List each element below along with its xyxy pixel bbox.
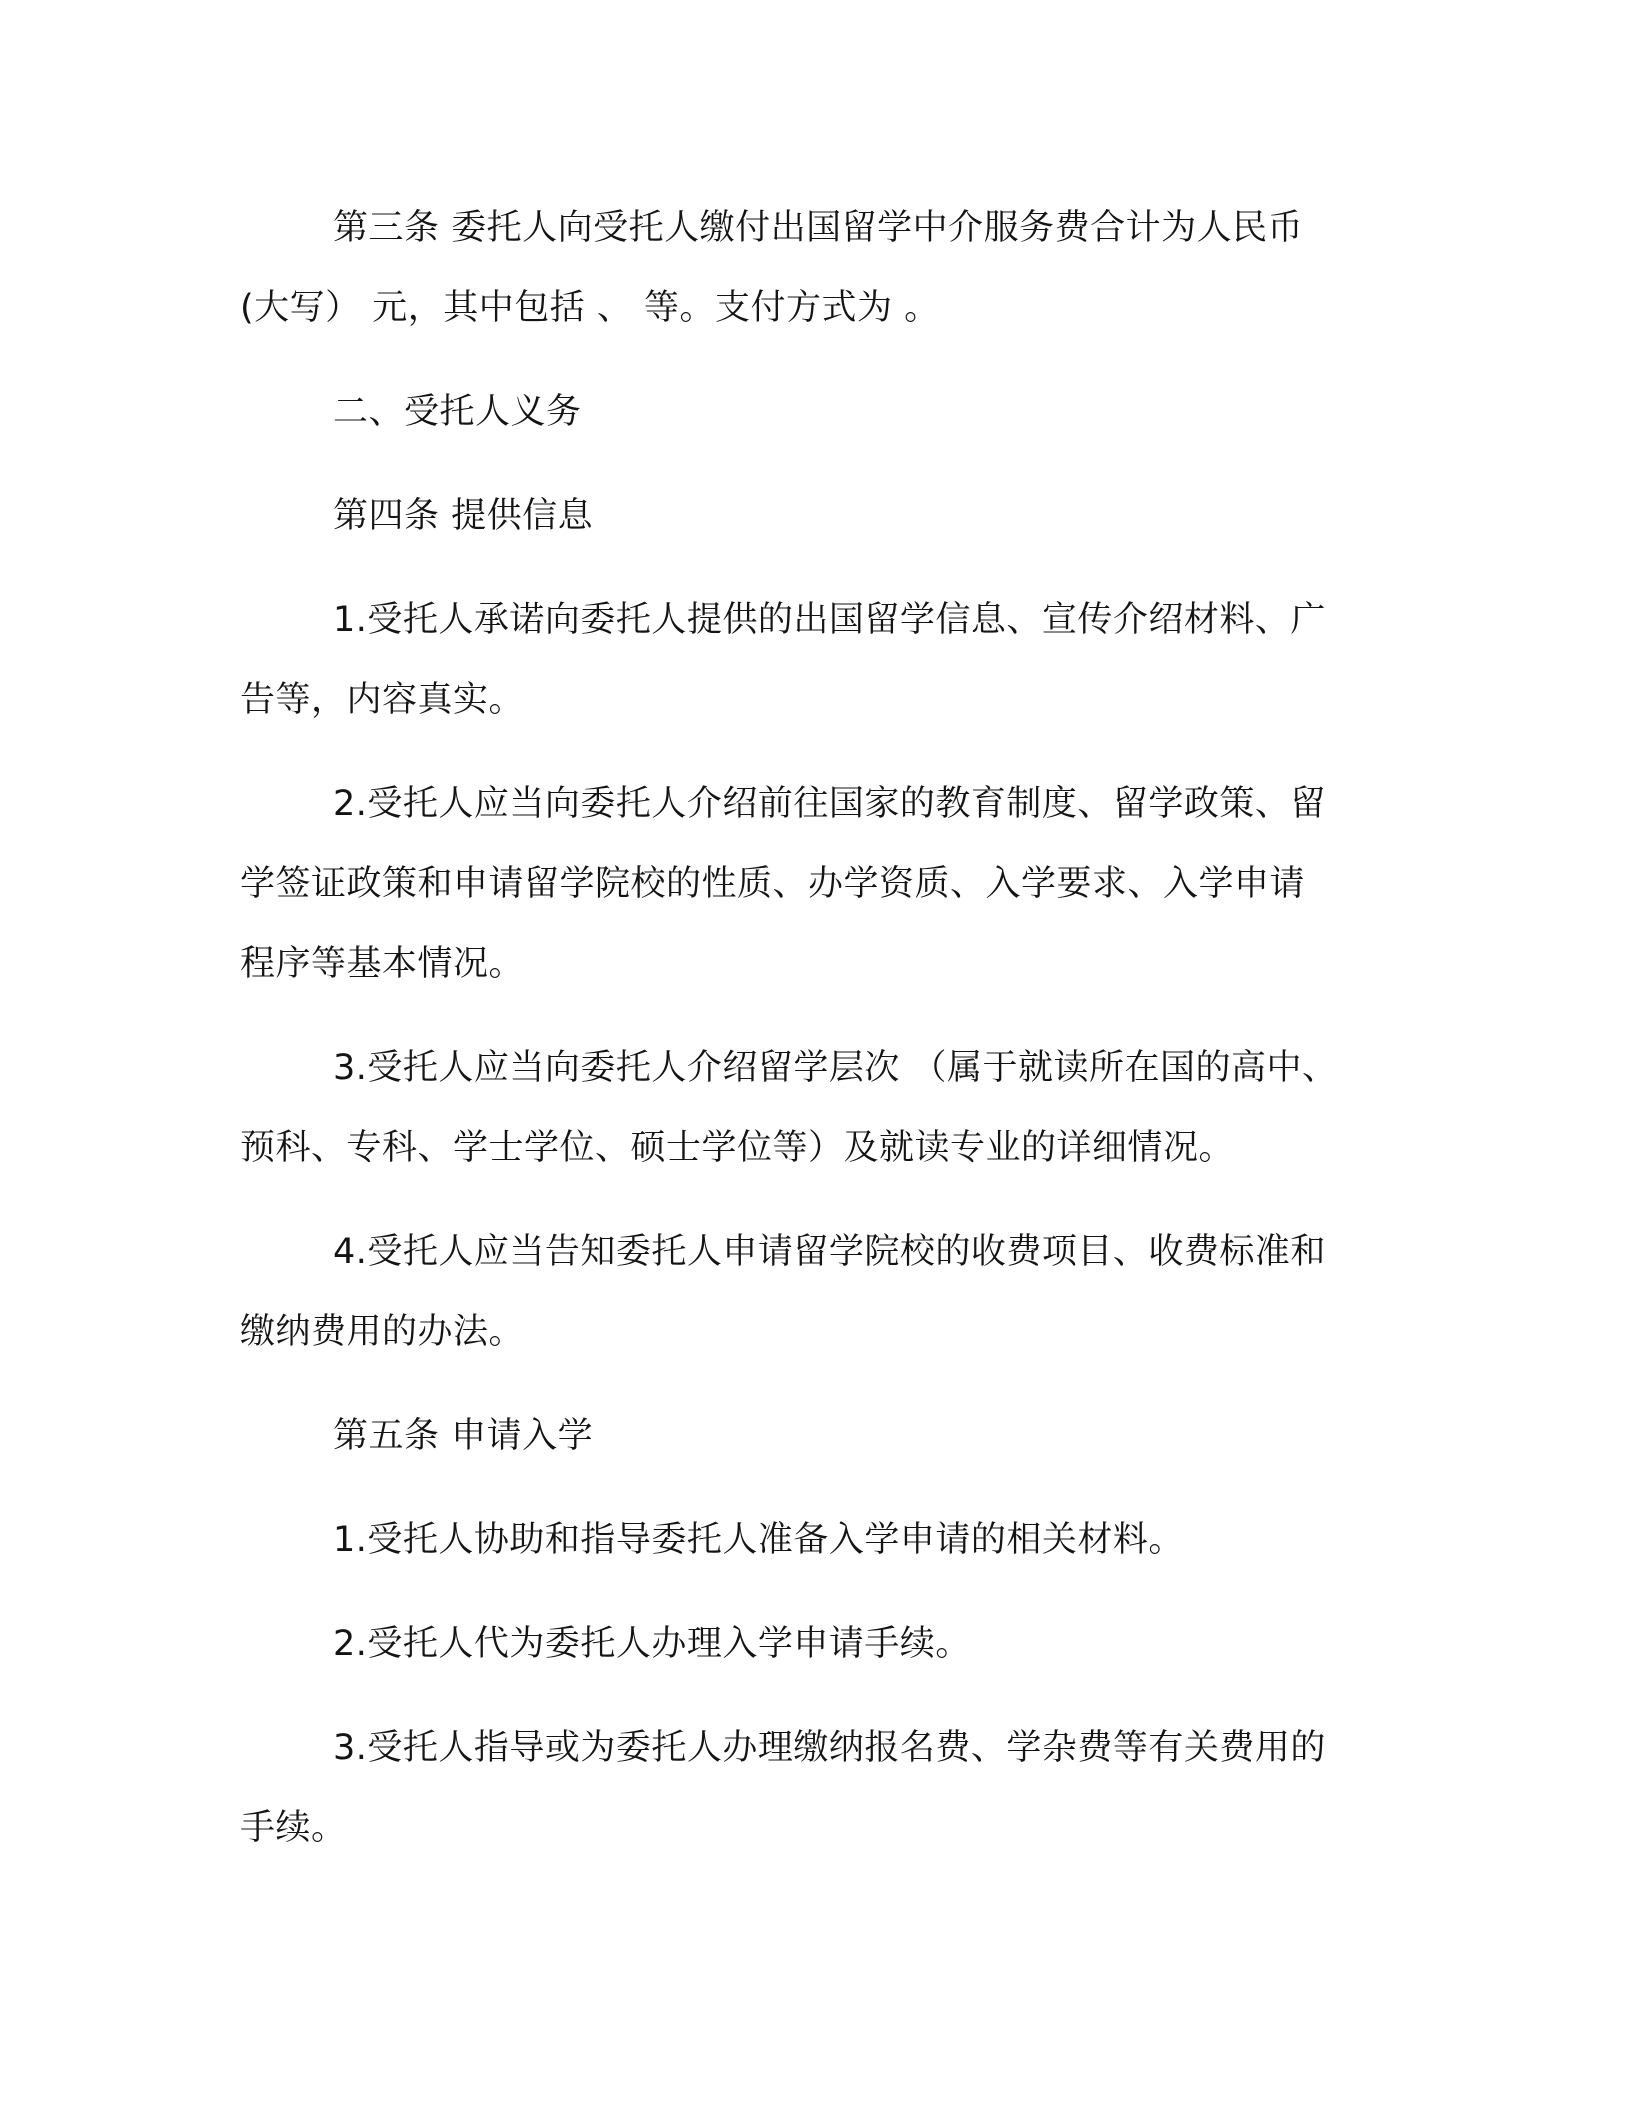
article-4-heading <box>240 476 1368 556</box>
paragraph-line: 1.受托人承诺向委托人提供的出国留学信息、宣传介绍材料、广 <box>333 600 1326 640</box>
paragraph-line: 手续。 <box>240 1808 347 1848</box>
article-5-item-2 <box>240 1604 1368 1684</box>
article-3-fee-paragraph <box>240 188 1368 348</box>
paragraph-line: 2.受托人代为委托人办理入学申请手续。 <box>333 1624 971 1664</box>
paragraph-line: 3.受托人指导或为委托人办理缴纳报名费、学杂费等有关费用的 <box>333 1728 1326 1768</box>
paragraph-line: 预科、专科、学士学位、硕士学位等）及就读专业的详细情况。 <box>240 1128 1235 1168</box>
article-5-item-3 <box>240 1708 1368 1868</box>
paragraph-line: 学签证政策和申请留学院校的性质、办学资质、入学要求、入学申请 <box>240 864 1306 904</box>
article-title: 第四条 提供信息 <box>333 496 594 536</box>
paragraph-line: 1.受托人协助和指导委托人准备入学申请的相关材料。 <box>333 1520 1184 1560</box>
article-4-item-2 <box>240 764 1368 1004</box>
article-title: 第五条 申请入学 <box>333 1416 594 1456</box>
article-4-item-3 <box>240 1028 1368 1188</box>
paragraph-line: 第三条 委托人向受托人缴付出国留学中介服务费合计为人民币 <box>333 208 1304 248</box>
paragraph-line: 缴纳费用的办法。 <box>240 1312 525 1352</box>
paragraph-line: 程序等基本情况。 <box>240 944 525 984</box>
paragraph-line: 4.受托人应当告知委托人申请留学院校的收费项目、收费标准和 <box>333 1232 1326 1272</box>
article-4-item-4 <box>240 1212 1368 1372</box>
article-4-item-1 <box>240 580 1368 740</box>
paragraph-line: (大写） 元，其中包括 、 等。支付方式为 。 <box>240 288 940 328</box>
article-5-item-1 <box>240 1500 1368 1580</box>
section-heading-trustee-obligations <box>240 372 1368 452</box>
paragraph-line: 2.受托人应当向委托人介绍前往国家的教育制度、留学政策、留 <box>333 784 1326 824</box>
article-5-heading <box>240 1396 1368 1476</box>
document-body <box>240 188 1368 1892</box>
paragraph-line: 3.受托人应当向委托人介绍留学层次 （属于就读所在国的高中、 <box>333 1048 1338 1088</box>
section-title: 二、受托人义务 <box>333 392 582 432</box>
paragraph-line: 告等，内容真实。 <box>240 680 525 720</box>
